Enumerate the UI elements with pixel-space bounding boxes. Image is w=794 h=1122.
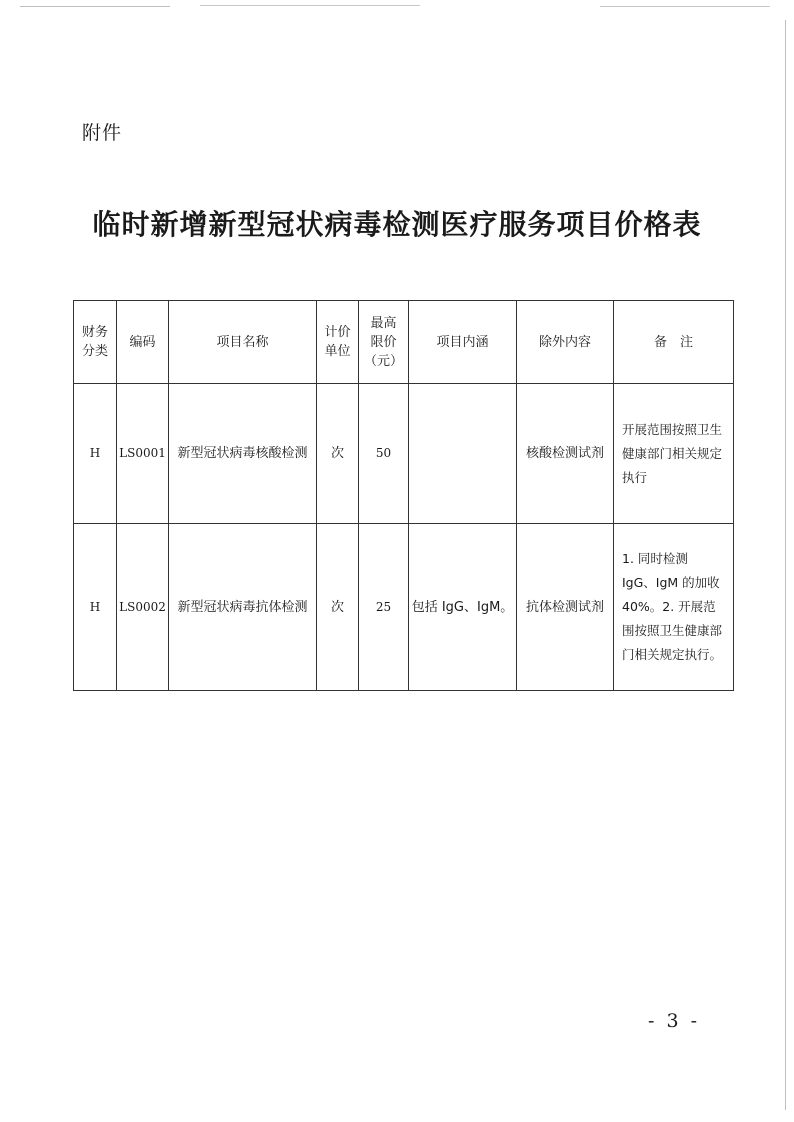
cell-content: 包括 IgG、IgM。 [409,524,517,691]
cell-category: H [74,384,117,524]
cell-category: H [74,524,117,691]
header-excluded: 除外内容 [517,301,614,384]
document-title: 临时新增新型冠状病毒检测医疗服务项目价格表 [92,208,702,241]
cell-remarks: 开展范围按照卫生健康部门相关规定执行 [614,384,734,524]
scan-mark [600,6,770,7]
cell-max-price: 25 [359,524,409,691]
price-table [73,300,734,691]
cell-name: 新型冠状病毒核酸检测 [169,384,317,524]
header-unit: 计价 单位 [317,301,359,384]
scan-mark [20,6,170,7]
cell-content [409,384,517,524]
header-max-price: 最高 限价 （元） [359,301,409,384]
cell-excluded: 抗体检测试剂 [517,524,614,691]
header-content: 项目内涵 [409,301,517,384]
cell-max-price: 50 [359,384,409,524]
table-row [74,384,734,524]
cell-remarks: 1. 同时检测 IgG、IgM 的加收 40%。2. 开展范围按照卫生健康部门相关规定执行。 [614,524,734,691]
attachment-label: 附件 [82,122,123,144]
cell-excluded: 核酸检测试剂 [517,384,614,524]
scan-mark [785,20,786,1110]
table-header-row [74,301,734,384]
header-code: 编码 [117,301,169,384]
cell-unit: 次 [317,384,359,524]
cell-code: LS0002 [117,524,169,691]
header-category: 财务 分类 [74,301,117,384]
cell-name: 新型冠状病毒抗体检测 [169,524,317,691]
scan-mark [200,5,420,6]
table-row [74,524,734,691]
header-remarks: 备 注 [614,301,734,384]
page-number: - 3 - [648,1010,701,1032]
header-name: 项目名称 [169,301,317,384]
cell-unit: 次 [317,524,359,691]
cell-code: LS0001 [117,384,169,524]
